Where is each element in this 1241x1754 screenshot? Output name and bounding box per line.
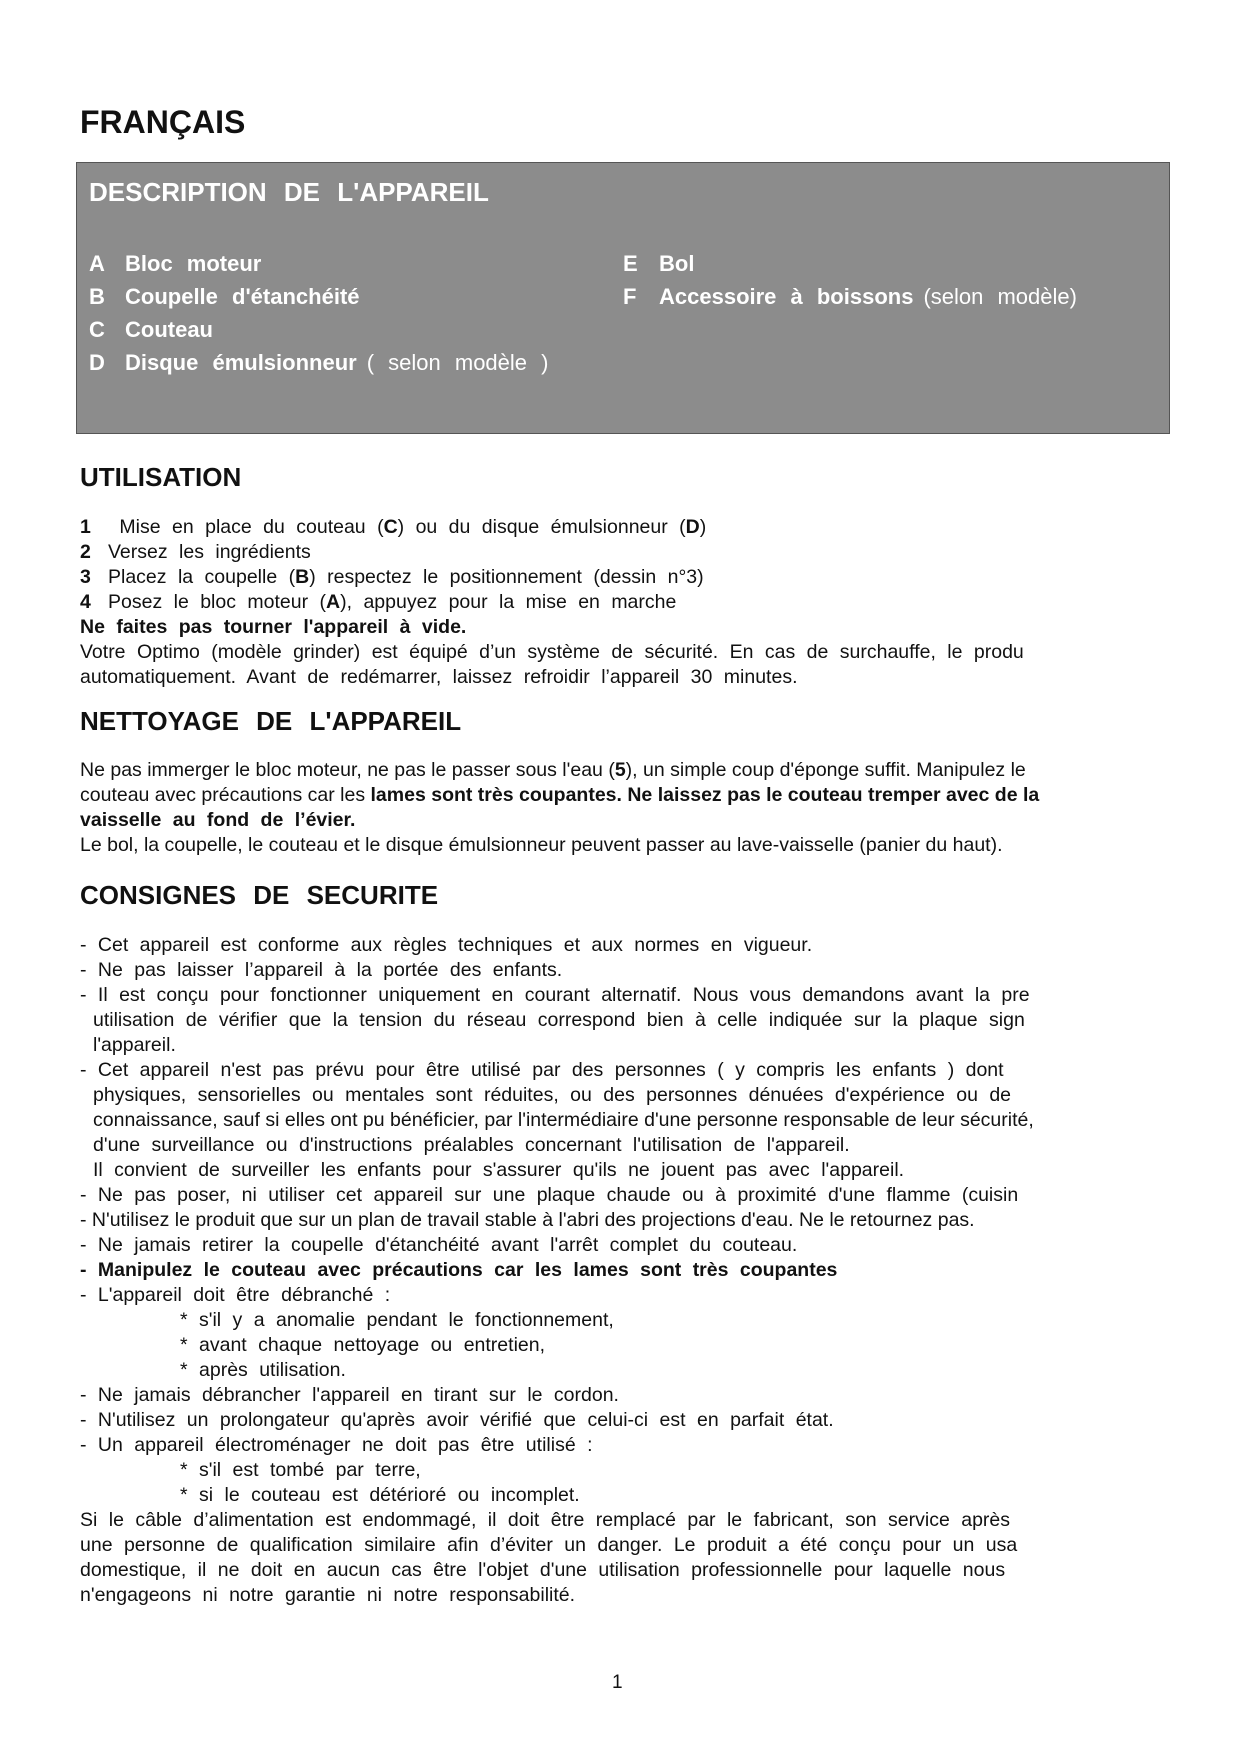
paragraph-text: couteau avec précautions car les (80, 784, 371, 806)
paragraph-line (80, 783, 1210, 808)
step-key: C (383, 516, 398, 538)
step-line (80, 540, 1210, 565)
paragraph-text: Ne pas immerger le bloc moteur, ne pas le passer sous l'eau ( (80, 759, 615, 781)
step-key: B (295, 566, 310, 588)
nettoyage-heading: NETTOYAGE DE L'APPAREIL (80, 706, 462, 736)
paragraph-line (80, 758, 1210, 783)
paragraph-text: ), un simple coup d'éponge suffit. Manipulez le (625, 759, 1026, 781)
step-text: Posez le bloc moteur ( (108, 591, 327, 613)
safety-line: - L'appareil doit être débranché : (80, 1284, 391, 1306)
safety-line: - N'utilisez un prolongateur qu'après avoir vérifié que celui-ci est en parfait état. (80, 1409, 834, 1431)
description-left-column (89, 247, 548, 379)
safety-line: * avant chaque nettoyage ou entretien, (180, 1334, 546, 1356)
step-text: Mise en place du couteau ( (108, 516, 384, 538)
item-letter: E (623, 251, 638, 276)
paragraph-line: vaisselle au fond de l’évier. (80, 809, 356, 831)
safety-line: connaissance, sauf si elles ont pu bénéficier, par l'intermédiaire d'une personne responsable de leur sécurité, (93, 1109, 1034, 1131)
item-name: Coupelle d'étanchéité (125, 284, 360, 309)
step-text: Versez les ingrédients (108, 541, 311, 563)
page-number: 1 (612, 1672, 623, 1693)
description-right-column (623, 247, 1077, 313)
language-heading: FRANÇAIS (80, 104, 246, 140)
safety-line: l'appareil. (93, 1034, 176, 1056)
item-letter: A (89, 251, 105, 276)
step-number: 3 (80, 566, 91, 588)
step-number: 1 (80, 516, 91, 538)
step-text: ) (699, 516, 707, 538)
description-item (89, 346, 548, 379)
item-name: Accessoire à boissons (659, 284, 914, 309)
paragraph-line: Le bol, la coupelle, le couteau et le disque émulsionneur peuvent passer au lave-vaisselle (panier du haut). (80, 834, 1003, 856)
safety-line: physiques, sensorielles ou mentales sont réduites, ou des personnes dénuées d'expérience ou de (93, 1084, 1012, 1106)
step-text: ), appuyez pour la mise en marche (340, 591, 677, 613)
safety-line: * s'il y a anomalie pendant le fonctionnement, (180, 1309, 614, 1331)
consignes-section (80, 933, 1210, 1608)
paragraph-key: 5 (614, 759, 626, 781)
description-item (89, 313, 548, 346)
utilisation-heading: UTILISATION (80, 462, 242, 492)
safety-line: - Manipulez le couteau avec précautions car les lames sont très coupantes (80, 1259, 838, 1281)
item-name: Bol (659, 251, 695, 276)
item-letter: D (89, 350, 105, 375)
safety-line: * après utilisation. (180, 1359, 346, 1381)
safety-line: d'une surveillance ou d'instructions préalables concernant l'utilisation de l'appareil. (93, 1134, 850, 1156)
step-key: A (326, 591, 341, 613)
step-line (80, 565, 1210, 590)
description-item (623, 280, 1077, 313)
consignes-heading: CONSIGNES DE SECURITE (80, 880, 439, 910)
item-name: Disque émulsionneur (125, 350, 357, 375)
item-letter: F (623, 284, 637, 309)
nettoyage-section (80, 758, 1210, 858)
description-box (76, 162, 1170, 434)
safety-line: - Ne jamais débrancher l'appareil en tirant sur le cordon. (80, 1384, 619, 1406)
item-name: Couteau (125, 317, 213, 342)
description-item (89, 280, 548, 313)
safety-line: - Ne pas laisser l’appareil à la portée des enfants. (80, 959, 563, 981)
item-note: ( selon modèle ) (366, 350, 549, 375)
description-item (623, 247, 1077, 280)
safety-line: une personne de qualification similaire afin d’éviter un danger. Le produit a été conçu pour un usa (80, 1534, 1018, 1556)
warning-text: Ne faites pas tourner l'appareil à vide. (80, 616, 467, 638)
safety-line: utilisation de vérifier que la tension du réseau correspond bien à celle indiquée sur la plaque sign (93, 1009, 1025, 1031)
safety-line: - Ne jamais retirer la coupelle d'étanchéité avant l'arrêt complet du couteau. (80, 1234, 798, 1256)
safety-line: - N'utilisez le produit que sur un plan de travail stable à l'abri des projections d'eau. Ne le retournez pas. (80, 1209, 975, 1231)
item-note: (selon modèle) (923, 284, 1077, 309)
safety-line: * s'il est tombé par terre, (180, 1459, 421, 1481)
safety-line: - Il est conçu pour fonctionner uniquement en courant alternatif. Nous vous demandons avant la pre (80, 984, 1030, 1006)
item-letter: C (89, 317, 105, 342)
safety-line: domestique, il ne doit en aucun cas être l'objet d'une utilisation professionnelle pour laquelle nous (80, 1559, 1006, 1581)
step-text: ) respectez le positionnement (dessin n°3) (309, 566, 704, 588)
safety-line: - Cet appareil n'est pas prévu pour être utilisé par des personnes ( y compris les enfants ) dont (80, 1059, 1004, 1081)
paragraph-line: automatiquement. Avant de redémarrer, laissez refroidir l’appareil 30 minutes. (80, 666, 798, 688)
safety-line: n'engageons ni notre garantie ni notre responsabilité. (80, 1584, 576, 1606)
safety-line: * si le couteau est détérioré ou incomplet. (180, 1484, 580, 1506)
safety-line: Si le câble d’alimentation est endommagé, il doit être remplacé par le fabricant, son service après (80, 1509, 1011, 1531)
utilisation-section (80, 515, 1210, 690)
item-letter: B (89, 284, 105, 309)
step-number: 4 (80, 591, 91, 613)
safety-line: - Ne pas poser, ni utiliser cet appareil sur une plaque chaude ou à proximité d'une flamme (cuisin (80, 1184, 1019, 1206)
item-name: Bloc moteur (125, 251, 262, 276)
safety-line: - Cet appareil est conforme aux règles techniques et aux normes en vigueur. (80, 934, 813, 956)
step-number: 2 (80, 541, 91, 563)
safety-line: - Un appareil électroménager ne doit pas être utilisé : (80, 1434, 593, 1456)
description-item (89, 247, 548, 280)
description-title: DESCRIPTION DE L'APPAREIL (89, 177, 489, 207)
step-key: D (685, 516, 700, 538)
paragraph-line: Votre Optimo (modèle grinder) est équipé d’un système de sécurité. En cas de surchauffe, le produ (80, 641, 1024, 663)
paragraph-bold-text: lames sont très coupantes. Ne laissez pas le couteau tremper avec de la (370, 784, 1040, 806)
step-text: Placez la coupelle ( (108, 566, 296, 588)
safety-line: Il convient de surveiller les enfants pour s'assurer qu'ils ne jouent pas avec l'appareil. (93, 1159, 905, 1181)
step-line (80, 515, 1210, 540)
step-text: ) ou du disque émulsionneur ( (397, 516, 686, 538)
step-line (80, 590, 1210, 615)
